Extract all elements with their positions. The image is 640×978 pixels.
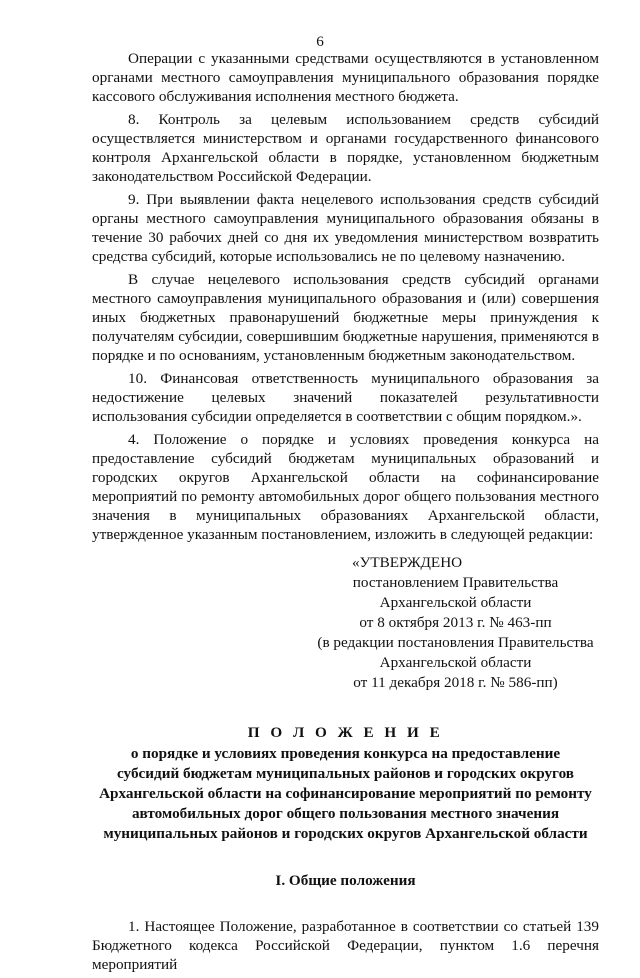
regulation-subtitle-line: Архангельской области на софинансирование мероприятий по ремонту — [99, 785, 592, 802]
regulation-subtitle-line: автомобильных дорог общего пользования местного значения — [131, 805, 560, 822]
approval-line: от 11 декабря 2018 г. № 586-пп) — [353, 674, 558, 691]
paragraph-coercion-measures: В случае нецелевого использования средств субсидий органами местного самоуправления муниципального образования и (или) совершения иных бюджетных правонарушений бюджетные меры принуждения к получателям субсидии, совершившим бюджетные нарушения, применяются в порядке и по основаниям, установленным бюджетным законодательством. — [92, 271, 599, 364]
regulation-subtitle-line: муниципальных районов и городских округов Архангельской области — [103, 825, 588, 842]
paragraph-9-misuse: 9. При выявлении факта нецелевого использования средств субсидий органы местного самоуправления муниципального образования обязаны в течение 30 рабочих дней со дня их уведомления министерством возвратить средства субсидий, которые использовались не по целевому назначению. — [92, 191, 599, 265]
regulation-subtitle-line: о порядке и условиях проведения конкурса на предоставление — [130, 745, 561, 762]
paragraph-cash-operations: Операции с указанными средствами осуществляются в установленном органами местного самоуправления муниципального образования порядке кассового обслуживания исполнения местного бюджета. — [92, 50, 599, 105]
approval-line: постановлением Правительства — [352, 574, 559, 591]
regulation-title-block — [92, 723, 599, 844]
section-heading: I. Общие положения — [275, 872, 416, 889]
paragraph-1-general: 1. Настоящее Положение, разработанное в соответствии со статьей 139 Бюджетного кодекса Российской Федерации, пунктом 1.6 перечня мероприятий — [92, 918, 599, 973]
approval-line: «УТВЕРЖДЕНО — [352, 554, 463, 571]
approval-stamp — [92, 553, 599, 693]
page-number: 6 — [316, 33, 324, 50]
approval-line: Архангельской области — [379, 654, 532, 671]
approval-line: Архангельской области — [379, 594, 532, 611]
document-body — [92, 49, 599, 978]
regulation-subtitle-line: субсидий бюджетам муниципальных районов и городских округов — [117, 765, 574, 782]
approval-line: (в редакции постановления Правительства — [317, 634, 594, 651]
paragraph-8-control: 8. Контроль за целевым использованием средств субсидий осуществляется министерством и органами государственного финансового контроля Архангельской области в порядке, установленном бюджетным законодательством Российской Федерации. — [92, 111, 599, 185]
paragraph-4-regulation: 4. Положение о порядке и условиях проведения конкурса на предоставление субсидий бюджетам муниципальных образований и городских округов Архангельской области на софинансирование мероприятий по ремонту автомобильных дорог общего пользования местного значения в муниципальных образованиях Архангельской области, утвержденное указанным постановлением, изложить в следующей редакции: — [92, 431, 599, 543]
paragraph-10-responsibility: 10. Финансовая ответственность муниципального образования за недостижение целевых значений показателей результативности использования субсидии определяется в соответствии с общим порядком.». — [92, 370, 599, 425]
regulation-title: П О Л О Ж Е Н И Е — [247, 724, 444, 741]
approval-line: от 8 октября 2013 г. № 463-пп — [359, 614, 552, 631]
